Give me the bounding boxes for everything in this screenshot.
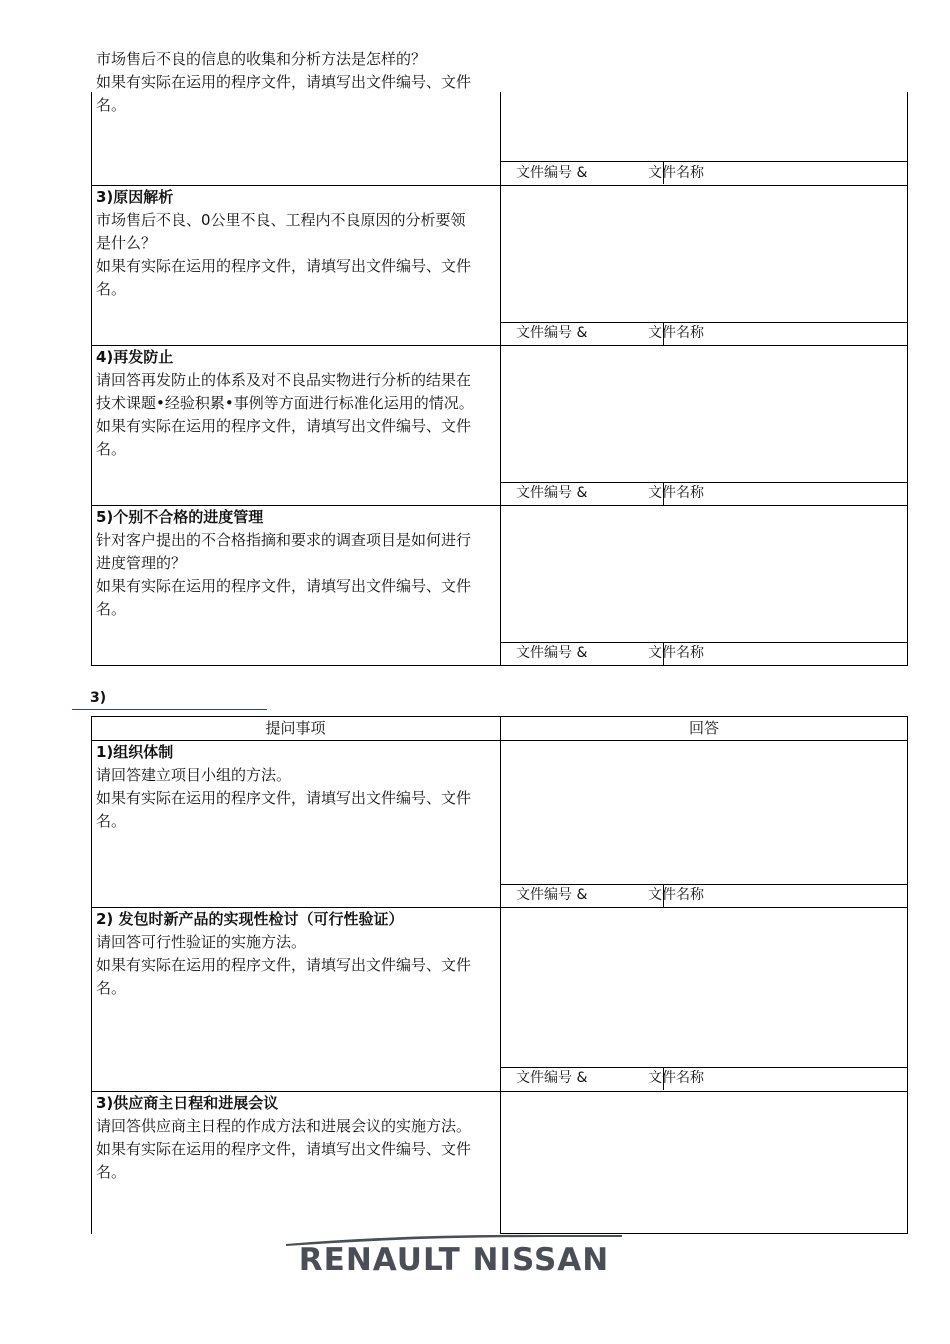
table1-bottom-border [91,665,908,666]
table1-left-border [91,92,92,666]
row-line: 名。 [96,979,127,997]
table2-middle-border [500,716,501,1234]
header-question: 提问事项 [265,719,326,737]
file-name-label: 文件名称 [648,645,704,661]
table2-left-border [91,716,92,1234]
row-line: 名。 [96,440,127,458]
renault-nissan-logo [286,1234,622,1284]
file-no-label: 文件编号 & [516,1070,588,1086]
row-line: 名。 [96,280,127,298]
row-divider [91,345,908,346]
row-line: 市场售后不良、0公里不良、工程内不良原因的分析要领 [96,211,466,229]
row-title: 3)原因解析 [96,188,174,206]
row-line: 如果有实际在运用的程序文件，请填写出文件编号、文件 [96,789,472,807]
row-line: 名。 [96,812,127,830]
row-line: 名。 [96,1163,127,1181]
row-title: 1)组织体制 [96,743,174,761]
row-line: 进度管理的？ [96,554,187,572]
file-no-label: 文件编号 & [516,887,588,903]
row-title: 5)个别不合格的进度管理 [96,508,264,526]
row-divider [91,185,908,186]
continued-line-2: 如果有实际在运用的程序文件，请填写出文件编号、文件 [96,73,472,91]
row-line: 请回答供应商主日程的作成方法和进展会议的实施方法。 [96,1117,472,1135]
file-name-label: 文件名称 [648,325,704,341]
file-name-label: 文件名称 [648,485,704,501]
row-line: 如果有实际在运用的程序文件，请填写出文件编号、文件 [96,577,472,595]
row-title: 4)再发防止 [96,348,174,366]
row-line: 请回答再发防止的体系及对不良品实物进行分析的结果在 [96,371,472,389]
section-underline [72,709,267,710]
row-line: 针对客户提出的不合格指摘和要求的调查项目是如何进行 [96,531,472,549]
file-no-label: 文件编号 & [516,645,588,661]
continued-line-1: 市场售后不良的信息的收集和分析方法是怎样的？ [96,50,427,68]
row-line: 如果有实际在运用的程序文件，请填写出文件编号、文件 [96,417,472,435]
continued-line-3: 名。 [96,96,127,114]
header-answer: 回答 [688,719,719,737]
file-no-label: 文件编号 & [516,325,588,341]
file-name-label: 文件名称 [648,887,704,903]
row-line: 如果有实际在运用的程序文件，请填写出文件编号、文件 [96,956,472,974]
file-no-label: 文件编号 & [516,485,588,501]
row-line: 技术课题•经验积累•事例等方面进行标准化运用的情况。 [96,394,474,412]
logo-text: RENAULT NISSAN [298,1242,610,1278]
file-no-label: 文件编号 & [516,165,588,181]
row-title: 3)供应商主日程和进展会议 [96,1094,279,1112]
table2-right-border [907,716,908,1234]
file-row-divider [500,161,908,162]
row-title: 2) 发包时新产品的实现性检讨（可行性验证） [96,910,404,928]
row-line: 如果有实际在运用的程序文件，请填写出文件编号、文件 [96,257,472,275]
row-line: 请回答建立项目小组的方法。 [96,766,292,784]
file-name-label: 文件名称 [648,1070,704,1086]
row-line: 如果有实际在运用的程序文件，请填写出文件编号、文件 [96,1140,472,1158]
table1-right-border [907,92,908,666]
table1-middle-border [500,92,501,666]
header-divider [91,740,908,741]
file-name-label: 文件名称 [648,165,704,181]
row-line: 是什么？ [96,234,157,252]
row-line: 名。 [96,600,127,618]
row-line: 请回答可行性验证的实施方法。 [96,933,307,951]
section-number: 3) [90,690,107,706]
